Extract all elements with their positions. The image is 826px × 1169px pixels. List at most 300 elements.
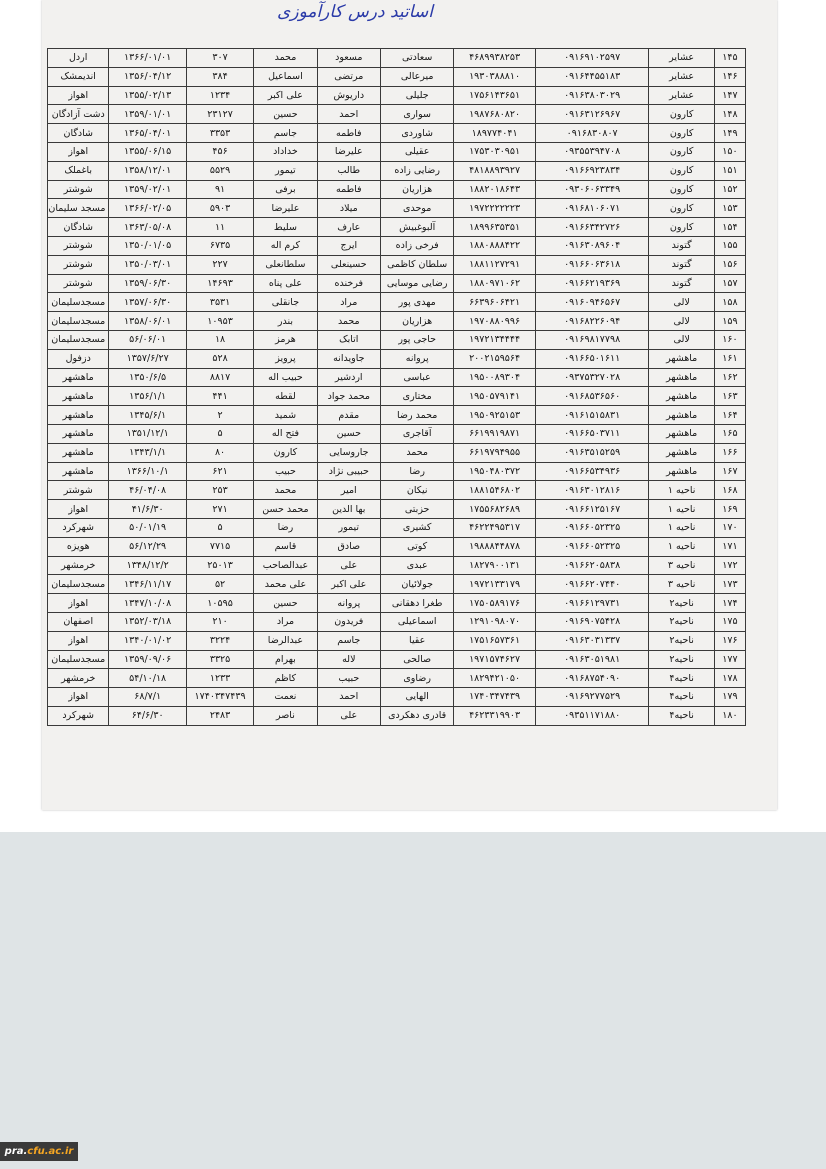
birth-city-cell: ماهشهر [48,368,109,387]
table-row [48,612,746,631]
certificate-number-cell: ۲۱۰ [186,612,253,631]
row-number: ۱۵۶ [714,255,745,274]
father-name-cell: علی محمد [254,575,317,594]
table-row [48,161,746,180]
region-cell: ناحیه ۱ [649,518,714,537]
birth-city-cell: مسجدسلیمان [48,312,109,331]
birth-date-cell: ۵۰/۰۱/۱۹ [109,518,186,537]
national-id-cell: ۱۸۸۱۱۲۷۲۹۱ [454,255,535,274]
last-name-cell: سواری [380,105,453,124]
birth-date-cell: ۱۳۵۸/۱۲/۰۱ [109,161,186,180]
father-name-cell: حبیب اله [254,368,317,387]
table-row [48,406,746,425]
region-cell: لالی [649,312,714,331]
row-number: ۱۶۷ [714,462,745,481]
region-cell: کارون [649,161,714,180]
row-number: ۱۴۹ [714,124,745,143]
certificate-number-cell: ۳۳۵۳ [186,124,253,143]
phone-cell: ۰۹۱۶۶۰۶۳۶۱۸ [535,255,649,274]
birth-date-cell: ۱۳۵۵/۰۶/۱۵ [109,142,186,161]
birth-city-cell: مسجدسلیمان [48,293,109,312]
first-name-cell: میلاد [317,199,380,218]
national-id-cell: ۶۶۱۹۹۱۹۸۷۱ [454,424,535,443]
birth-date-cell: ۱۳۵۹/۰۲/۰۱ [109,180,186,199]
birth-city-cell: اهواز [48,142,109,161]
father-name-cell: کرم اله [254,236,317,255]
table-row [48,349,746,368]
father-name-cell: قاسم [254,537,317,556]
national-id-cell: ۱۸۸۰۹۷۱۰۶۲ [454,274,535,293]
last-name-cell: هزاریان [380,180,453,199]
last-name-cell: کوتی [380,537,453,556]
last-name-cell: عقیا [380,631,453,650]
phone-cell: ۰۹۱۶۴۴۵۵۱۸۳ [535,67,649,86]
birth-city-cell: خرمشهر [48,669,109,688]
row-number: ۱۴۶ [714,67,745,86]
phone-cell: ۰۹۱۶۸۲۲۶۰۹۴ [535,312,649,331]
region-cell: ماهشهر [649,406,714,425]
last-name-cell: رضایی زاده [380,161,453,180]
birth-date-cell: ۱۳۴۷/۱۰/۰۸ [109,594,186,613]
region-cell: عشایر [649,86,714,105]
father-name-cell: جانقلی [254,293,317,312]
national-id-cell: ۱۸۸۱۵۴۶۸۰۲ [454,481,535,500]
last-name-cell: الهایی [380,688,453,707]
certificate-number-cell: ۱۴۶۹۳ [186,274,253,293]
first-name-cell: حسین [317,424,380,443]
phone-cell: ۰۹۱۶۳۰۱۲۸۱۶ [535,481,649,500]
table-row [48,650,746,669]
last-name-cell: مختاری [380,387,453,406]
region-cell: ماهشهر [649,462,714,481]
first-name-cell: علی اکبر [317,575,380,594]
certificate-number-cell: ۲۷۱ [186,500,253,519]
father-name-cell: علی پناه [254,274,317,293]
region-cell: ناحیه ۳ [649,556,714,575]
birth-date-cell: ۴۱/۶/۳۰ [109,500,186,519]
birth-date-cell: ۱۳۶۵/۰۴/۰۱ [109,124,186,143]
birth-city-cell: باغملک [48,161,109,180]
certificate-number-cell: ۲ [186,406,253,425]
region-cell: کارون [649,180,714,199]
father-name-cell: علی اکبر [254,86,317,105]
national-id-cell: ۴۶۸۹۹۳۸۲۵۳ [454,49,535,68]
certificate-number-cell: ۲۲۷ [186,255,253,274]
father-name-cell: عبدالصاحب [254,556,317,575]
certificate-number-cell: ۸۰ [186,443,253,462]
father-name-cell: محمد [254,481,317,500]
birth-date-cell: ۱۳۵۷/۰۶/۳۰ [109,293,186,312]
phone-cell: ۰۹۱۶۰۹۴۶۵۶۷ [535,293,649,312]
last-name-cell: پروانه [380,349,453,368]
birth-date-cell: ۱۳۶۶/۱۰/۱ [109,462,186,481]
father-name-cell: سلطانعلی [254,255,317,274]
birth-city-cell: ماهشهر [48,462,109,481]
birth-city-cell: اندیمشک [48,67,109,86]
row-number: ۱۵۳ [714,199,745,218]
birth-city-cell: مسجدسلیمان [48,650,109,669]
certificate-number-cell: ۴۵۶ [186,142,253,161]
region-cell: ماهشهر [649,443,714,462]
father-name-cell: رضا [254,518,317,537]
birth-date-cell: ۶۸/۷/۱ [109,688,186,707]
row-number: ۱۴۸ [714,105,745,124]
national-id-cell: ۱۹۸۷۶۸۰۸۲۰ [454,105,535,124]
birth-date-cell: ۱۳۴۳/۱/۱ [109,443,186,462]
phone-cell: ۰۹۱۶۶۰۵۲۳۲۵ [535,537,649,556]
birth-city-cell: اهواز [48,688,109,707]
region-cell: کارون [649,124,714,143]
national-id-cell: ۱۹۷۰۸۸۰۹۹۶ [454,312,535,331]
phone-cell: ۰۹۱۶۳۰۸۹۶۰۴ [535,236,649,255]
birth-date-cell: ۱۳۴۶/۱۱/۱۷ [109,575,186,594]
father-name-cell: ناصر [254,706,317,725]
certificate-number-cell: ۴۴۱ [186,387,253,406]
region-cell: عشایر [649,49,714,68]
birth-city-cell: هویزه [48,537,109,556]
birth-city-cell: شهرکرد [48,706,109,725]
region-cell: ناحیه۲ [649,631,714,650]
certificate-number-cell: ۲۳۱۲۷ [186,105,253,124]
phone-cell: ۰۹۱۶۶۳۴۲۷۲۶ [535,218,649,237]
region-cell: ناحیه۴ [649,669,714,688]
first-name-cell: اردشیر [317,368,380,387]
table-row [48,462,746,481]
table-row [48,575,746,594]
phone-cell: ۰۹۱۶۳۰۵۱۹۸۱ [535,650,649,669]
region-cell: گتوند [649,236,714,255]
father-name-cell: بندر [254,312,317,331]
father-name-cell: جاسم [254,124,317,143]
last-name-cell: حاجی پور [380,330,453,349]
first-name-cell: احمد [317,105,380,124]
last-name-cell: جلیلی [380,86,453,105]
certificate-number-cell: ۵۲۸ [186,349,253,368]
national-id-cell: ۱۸۲۹۴۲۱۰۵۰ [454,669,535,688]
table-row [48,537,746,556]
first-name-cell: لاله [317,650,380,669]
table-row [48,86,746,105]
row-number: ۱۵۰ [714,142,745,161]
region-cell: کارون [649,142,714,161]
phone-cell: ۰۹۱۶۸۳۰۸۰۷ [535,124,649,143]
father-name-cell: حسین [254,594,317,613]
table-row [48,330,746,349]
region-cell: گتوند [649,274,714,293]
table-row [48,124,746,143]
national-id-cell: ۱۸۸۲۰۱۸۶۴۳ [454,180,535,199]
region-cell: ناحیه۲ [649,650,714,669]
certificate-number-cell: ۶۷۳۵ [186,236,253,255]
birth-date-cell: ۱۳۵۱/۱۲/۱ [109,424,186,443]
certificate-number-cell: ۱۸ [186,330,253,349]
row-number: ۱۵۹ [714,312,745,331]
phone-cell: ۰۹۱۶۶۱۲۹۷۳۱ [535,594,649,613]
first-name-cell: طالب [317,161,380,180]
table-row [48,105,746,124]
region-cell: گتوند [649,255,714,274]
row-number: ۱۶۰ [714,330,745,349]
national-id-cell: ۱۸۸۰۸۸۸۴۲۲ [454,236,535,255]
row-number: ۱۶۹ [714,500,745,519]
national-id-cell: ۴۶۲۳۳۱۹۹۰۳ [454,706,535,725]
row-number: ۱۵۲ [714,180,745,199]
birth-city-cell: شوشتر [48,180,109,199]
phone-cell: ۰۹۱۶۶۲۱۹۳۶۹ [535,274,649,293]
birth-city-cell: دشت آزادگان [48,105,109,124]
first-name-cell: حسینعلی [317,255,380,274]
certificate-number-cell: ۶۲۱ [186,462,253,481]
birth-date-cell: ۱۳۵۰/۰۳/۰۱ [109,255,186,274]
birth-city-cell: ماهشهر [48,387,109,406]
birth-date-cell: ۱۳۴۸/۱۲/۲ [109,556,186,575]
birth-date-cell: ۱۳۵۰/۶/۵ [109,368,186,387]
first-name-cell: مسعود [317,49,380,68]
birth-city-cell: شوشتر [48,236,109,255]
table-row [48,368,746,387]
national-id-cell: ۱۷۵۵۶۸۲۶۸۹ [454,500,535,519]
phone-cell: ۰۹۱۶۳۵۱۵۲۵۹ [535,443,649,462]
birth-city-cell: اهواز [48,500,109,519]
region-cell: کارون [649,199,714,218]
father-name-cell: کاظم [254,669,317,688]
instructor-table [47,48,746,726]
row-number: ۱۶۲ [714,368,745,387]
father-name-cell: برفی [254,180,317,199]
table-row [48,424,746,443]
table-body [48,49,746,726]
phone-cell: ۰۹۱۶۶۱۲۵۱۶۷ [535,500,649,519]
birth-city-cell: دزفول [48,349,109,368]
certificate-number-cell: ۲۵۰۱۳ [186,556,253,575]
national-id-cell: ۶۶۱۹۷۹۴۹۵۵ [454,443,535,462]
birth-city-cell: اصفهان [48,612,109,631]
first-name-cell: امیر [317,481,380,500]
birth-date-cell: ۱۳۴۰/۰۱/۰۲ [109,631,186,650]
father-name-cell: اسماعیل [254,67,317,86]
first-name-cell: محمد [317,312,380,331]
phone-cell: ۰۹۱۶۸۷۵۴۰۹۰ [535,669,649,688]
certificate-number-cell: ۸۸۱۷ [186,368,253,387]
certificate-number-cell: ۵ [186,424,253,443]
national-id-cell: ۱۷۵۰۵۸۹۱۷۶ [454,594,535,613]
first-name-cell: مقدم [317,406,380,425]
birth-city-cell: مسجدسلیمان [48,575,109,594]
row-number: ۱۷۵ [714,612,745,631]
row-number: ۱۴۷ [714,86,745,105]
father-name-cell: تیمور [254,161,317,180]
row-number: ۱۷۹ [714,688,745,707]
phone-cell: ۰۹۳۷۵۳۲۷۰۲۸ [535,368,649,387]
phone-cell: ۰۹۱۶۶۵۰۳۷۱۱ [535,424,649,443]
first-name-cell: اتابک [317,330,380,349]
first-name-cell: حبیب [317,669,380,688]
row-number: ۱۵۷ [714,274,745,293]
first-name-cell: صادق [317,537,380,556]
table-row [48,293,746,312]
father-name-cell: فتح اله [254,424,317,443]
phone-cell: ۰۹۱۶۶۲۰۵۸۳۸ [535,556,649,575]
row-number: ۱۵۴ [714,218,745,237]
birth-date-cell: ۱۳۴۵/۶/۱ [109,406,186,425]
watermark-domain: cfu.ac.ir [27,1146,74,1157]
first-name-cell: علی [317,556,380,575]
last-name-cell: نیکان [380,481,453,500]
region-cell: ناحیه ۱ [649,500,714,519]
national-id-cell: ۱۹۵۰۵۷۹۱۴۱ [454,387,535,406]
father-name-cell: بهرام [254,650,317,669]
last-name-cell: حزبتی [380,500,453,519]
birth-city-cell: شوشتر [48,255,109,274]
row-number: ۱۷۰ [714,518,745,537]
father-name-cell: محمد حسن [254,500,317,519]
last-name-cell: عقیلی [380,142,453,161]
last-name-cell: قادری دهکردی [380,706,453,725]
first-name-cell: فرخنده [317,274,380,293]
certificate-number-cell: ۳۲۲۴ [186,631,253,650]
phone-cell: ۰۹۱۶۱۵۱۵۸۳۱ [535,406,649,425]
last-name-cell: جولائیان [380,575,453,594]
phone-cell: ۰۹۱۶۶۰۵۲۳۲۵ [535,518,649,537]
region-cell: ناحیه ۱ [649,537,714,556]
site-watermark [0,1142,78,1161]
first-name-cell: جاروسایی [317,443,380,462]
certificate-number-cell: ۱۷۴۰۳۴۷۴۳۹ [186,688,253,707]
certificate-number-cell: ۱۰۹۵۳ [186,312,253,331]
region-cell: ماهشهر [649,424,714,443]
birth-date-cell: ۱۳۵۶/۱/۱ [109,387,186,406]
last-name-cell: آقاجری [380,424,453,443]
phone-cell: ۰۹۱۶۹۱۰۲۵۹۷ [535,49,649,68]
table-row [48,387,746,406]
region-cell: کارون [649,218,714,237]
certificate-number-cell: ۳۸۴ [186,67,253,86]
last-name-cell: سلطان کاظمی [380,255,453,274]
row-number: ۱۷۶ [714,631,745,650]
father-name-cell: نعمت [254,688,317,707]
last-name-cell: طغرا دهقانی [380,594,453,613]
father-name-cell: حبیب [254,462,317,481]
birth-city-cell: شهرکرد [48,518,109,537]
first-name-cell: داریوش [317,86,380,105]
first-name-cell: فاطمه [317,180,380,199]
certificate-number-cell: ۲۴۸۳ [186,706,253,725]
region-cell: ماهشهر [649,349,714,368]
region-cell: عشایر [649,67,714,86]
first-name-cell: حبیبی نژاد [317,462,380,481]
birth-city-cell: مسجدسلیمان [48,330,109,349]
region-cell: ماهشهر [649,368,714,387]
first-name-cell: علیرضا [317,142,380,161]
certificate-number-cell: ۷۷۱۵ [186,537,253,556]
birth-date-cell: ۱۳۵۲/۰۳/۱۸ [109,612,186,631]
table-row [48,255,746,274]
table-row [48,631,746,650]
birth-date-cell: ۱۳۶۳/۰۵/۰۸ [109,218,186,237]
phone-cell: ۰۹۳۰۶۰۶۳۳۴۹ [535,180,649,199]
national-id-cell: ۱۹۵۰۰۸۹۳۰۴ [454,368,535,387]
birth-date-cell: ۱۳۵۰/۰۱/۰۵ [109,236,186,255]
phone-cell: ۰۹۱۶۹۰۷۵۴۲۸ [535,612,649,631]
row-number: ۱۷۷ [714,650,745,669]
row-number: ۱۵۵ [714,236,745,255]
father-name-cell: مراد [254,612,317,631]
phone-cell: ۰۹۱۶۳۱۲۶۹۶۷ [535,105,649,124]
first-name-cell: ایرج [317,236,380,255]
last-name-cell: هزاریان [380,312,453,331]
table-row [48,688,746,707]
table-row [48,236,746,255]
father-name-cell: عبدالرضا [254,631,317,650]
first-name-cell: پروانه [317,594,380,613]
last-name-cell: صالحی [380,650,453,669]
table-row [48,706,746,725]
first-name-cell: جاسم [317,631,380,650]
row-number: ۱۸۰ [714,706,745,725]
row-number: ۱۶۳ [714,387,745,406]
birth-city-cell: اهواز [48,86,109,105]
national-id-cell: ۱۹۷۲۱۳۳۱۷۹ [454,575,535,594]
table-row [48,443,746,462]
first-name-cell: تیمور [317,518,380,537]
national-id-cell: ۶۶۳۹۶۰۶۴۲۱ [454,293,535,312]
birth-date-cell: ۶۴/۶/۳۰ [109,706,186,725]
phone-cell: ۰۹۱۶۶۵۰۱۶۱۱ [535,349,649,368]
national-id-cell: ۱۹۷۲۱۳۴۴۴۴ [454,330,535,349]
last-name-cell: عبدی [380,556,453,575]
table-row [48,180,746,199]
phone-cell: ۰۹۱۶۶۲۰۷۴۴۰ [535,575,649,594]
father-name-cell: لقطه [254,387,317,406]
last-name-cell: موحدی [380,199,453,218]
first-name-cell: مرتضی [317,67,380,86]
first-name-cell: احمد [317,688,380,707]
birth-city-cell: خرمشهر [48,556,109,575]
table-row [48,67,746,86]
region-cell: ماهشهر [649,387,714,406]
certificate-number-cell: ۱۱ [186,218,253,237]
certificate-number-cell: ۵ [186,518,253,537]
region-cell: لالی [649,330,714,349]
row-number: ۱۷۲ [714,556,745,575]
certificate-number-cell: ۹۱ [186,180,253,199]
row-number: ۱۷۴ [714,594,745,613]
first-name-cell: محمد جواد [317,387,380,406]
national-id-cell: ۲۰۰۲۱۵۹۵۶۴ [454,349,535,368]
birth-city-cell: شوشتر [48,481,109,500]
first-name-cell: بها الدین [317,500,380,519]
last-name-cell: عباسی [380,368,453,387]
last-name-cell: سعادتی [380,49,453,68]
last-name-cell: مهدی پور [380,293,453,312]
last-name-cell: رضا [380,462,453,481]
first-name-cell: علی [317,706,380,725]
phone-cell: ۰۹۱۶۹۸۱۷۷۹۸ [535,330,649,349]
father-name-cell: شمید [254,406,317,425]
first-name-cell: فریدون [317,612,380,631]
table-row [48,142,746,161]
first-name-cell: جاویدانه [317,349,380,368]
last-name-cell: آلبوغبیش [380,218,453,237]
last-name-cell: محمد [380,443,453,462]
birth-date-cell: ۱۳۵۷/۶/۲۷ [109,349,186,368]
national-id-cell: ۱۷۵۶۱۴۳۶۵۱ [454,86,535,105]
region-cell: ناحیه۴ [649,688,714,707]
birth-date-cell: ۱۳۵۶/۰۴/۱۲ [109,67,186,86]
phone-cell: ۰۹۱۶۸۵۳۶۵۶۰ [535,387,649,406]
row-number: ۱۶۴ [714,406,745,425]
national-id-cell: ۴۸۱۸۸۹۳۹۲۷ [454,161,535,180]
